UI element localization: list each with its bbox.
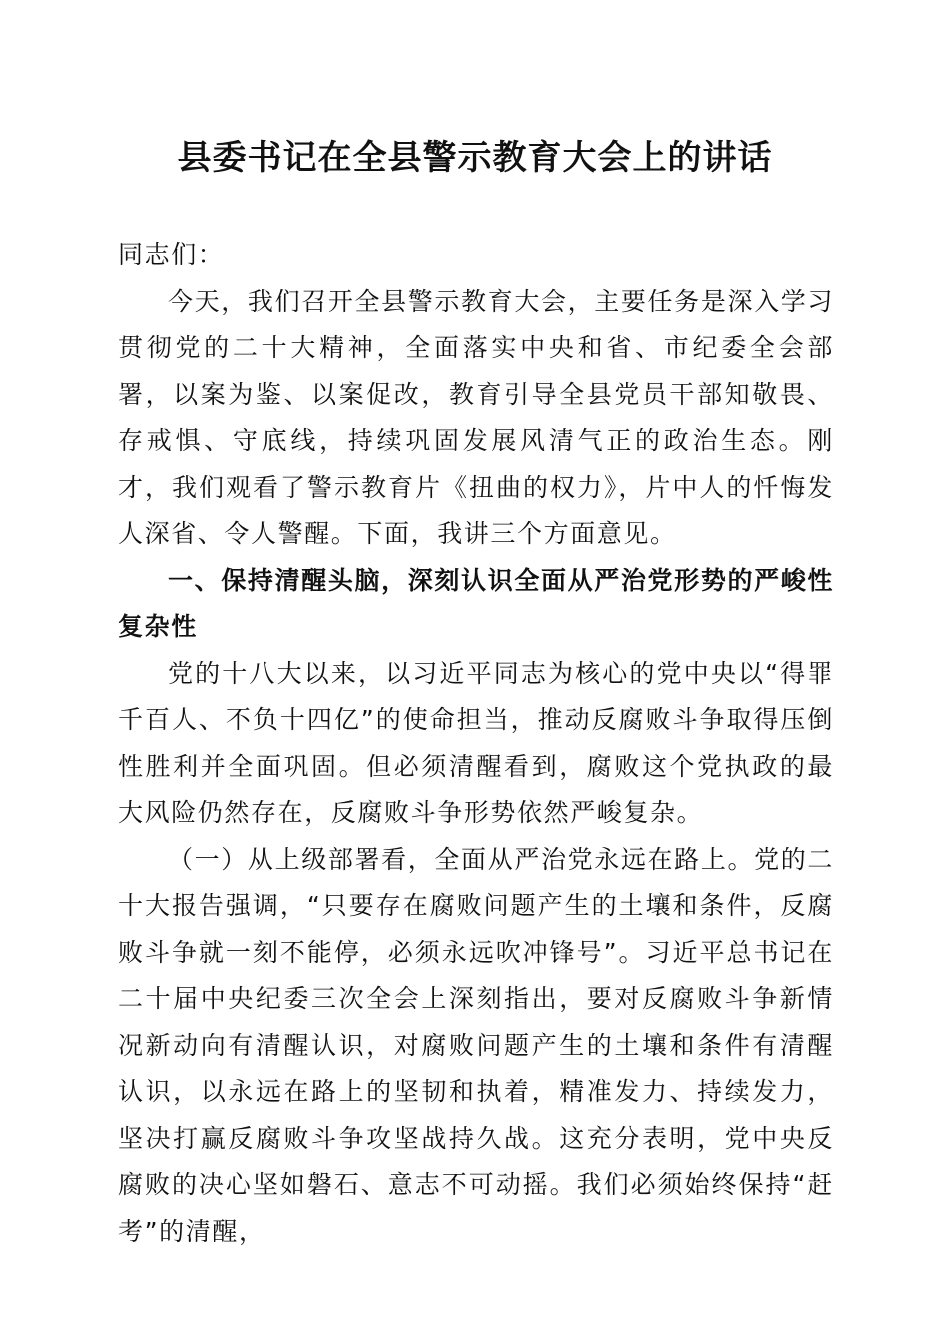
- paragraph-situation: 党的十八大以来，以习近平同志为核心的党中央以“得罪千百人、不负十四亿”的使命担当，推动反腐败斗争取得压倒性胜利并全面巩固。但必须清醒看到，腐败这个党执政的最大风险仍然存在，反腐败斗争形势依然严峻复杂。: [118, 658, 834, 827]
- paragraph-opening: 今天，我们召开全县警示教育大会，主要任务是深入学习贯彻党的二十大精神，全面落实中央和省、市纪委全会部署，以案为鉴、以案促改，教育引导全县党员干部知敬畏、存戒惧、守底线，持续巩固发展风清气正的政治生态。刚才，我们观看了警示教育片《扭曲的权力》，片中人的忏悔发人深省、令人警醒。下面，我讲三个方面意见。: [118, 286, 834, 548]
- paragraph-subsection-1: （一）从上级部署看，全面从严治党永远在路上。党的二十大报告强调，“只要存在腐败问题产生的土壤和条件，反腐败斗争就一刻不能停，必须永远吹冲锋号”。习近平总书记在二十届中央纪委三次全会上深刻指出，要对反腐败斗争新情况新动向有清醒认识，对腐败问题产生的土壤和条件有清醒认识，以永远在路上的坚韧和执着，精准发力、持续发力，坚决打赢反腐败斗争攻坚战持久战。这充分表明，党中央反腐败的决心坚如磐石、意志不可动摇。我们必须始终保持“赶考”的清醒，: [118, 844, 834, 1246]
- document-title: 县委书记在全县警示教育大会上的讲话: [177, 138, 773, 178]
- salutation: 同志们：: [118, 240, 225, 269]
- document-body: [118, 232, 834, 1255]
- section-heading-1: 一、保持清醒头脑，深刻认识全面从严治党形势的严峻性复杂性: [118, 565, 834, 641]
